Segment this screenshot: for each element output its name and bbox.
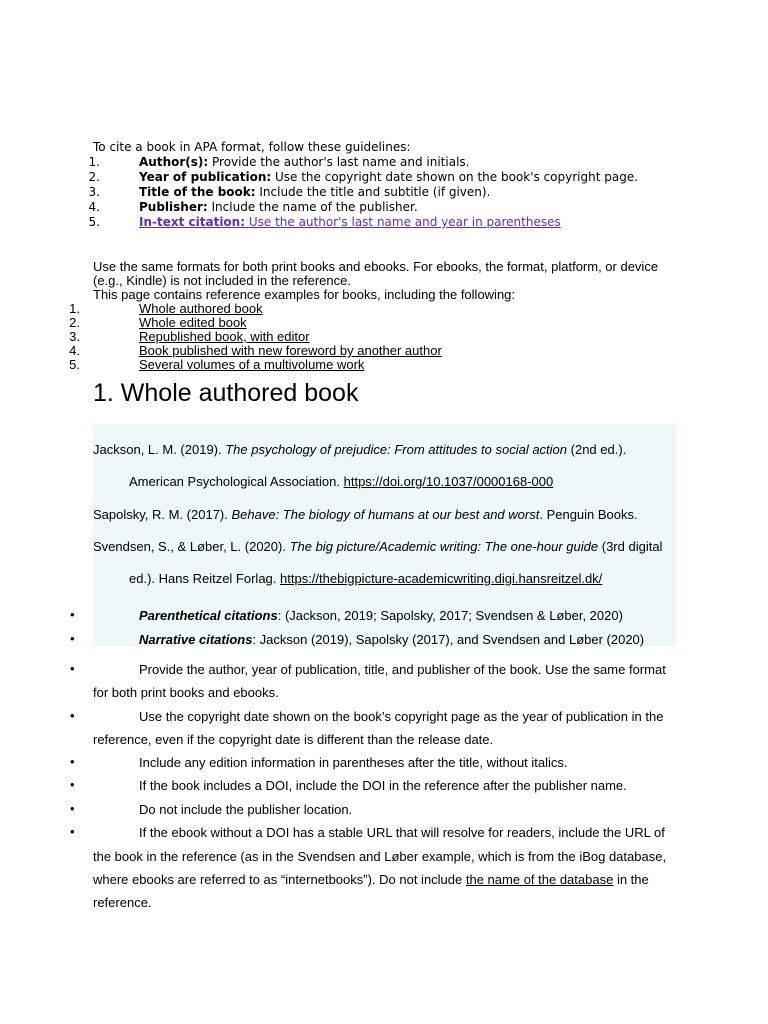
- example-link-whole-authored[interactable]: Whole authored book: [139, 301, 263, 316]
- ref-author: Sapolsky, R. M. (2017).: [93, 507, 232, 522]
- ref-author: Jackson, L. M. (2019).: [93, 442, 226, 457]
- note-line: Use the copyright date shown on the book’s copyright page as the year of publication in the: [139, 709, 664, 724]
- formats-line-2: (e.g., Kindle) is not included in the reference.: [93, 273, 351, 288]
- bullet-marker: •: [70, 708, 75, 723]
- bullet-marker: •: [70, 607, 75, 622]
- list-number: 3.: [88, 185, 100, 199]
- list-number: 3.: [69, 329, 80, 344]
- note-line: reference, even if the copyright date is different than the release date.: [93, 732, 494, 747]
- parenthetical-citations: [139, 608, 623, 623]
- citation-term: Narrative citations: [139, 632, 253, 647]
- ref-title: Behave: The biology of humans at our best and worst: [231, 507, 540, 522]
- guideline-text: Provide the author's last name and initials.: [208, 155, 470, 169]
- note-line: Provide the author, year of publication, title, and publisher of the book. Use the same format: [139, 662, 666, 677]
- in-text-citation-link[interactable]: [139, 215, 561, 229]
- ref-title: The big picture/Academic writing: The one-hour guide: [289, 539, 599, 554]
- svendsen-url-link[interactable]: https://thebigpicture-academicwriting.digi.hansreitzel.dk/: [280, 571, 603, 586]
- guideline-text: Use the author's last name and year in parentheses: [245, 215, 561, 229]
- example-link-whole-edited[interactable]: Whole edited book: [139, 315, 247, 330]
- reference-jackson: [93, 442, 626, 457]
- intro-text: To cite a book in APA format, follow these guidelines:: [93, 140, 411, 154]
- example-link-multivolume[interactable]: Several volumes of a multivolume work: [139, 357, 365, 372]
- list-number: 1.: [69, 301, 80, 316]
- list-item: [139, 155, 469, 169]
- list-number: 5.: [88, 215, 100, 229]
- note-line: for both print books and ebooks.: [93, 685, 279, 700]
- formats-line-1: Use the same formats for both print books and ebooks. For ebooks, the format, platform, or device: [93, 259, 659, 274]
- bullet-marker: •: [70, 631, 75, 646]
- note-line: Do not include the publisher location.: [139, 802, 353, 817]
- note-line: Include any edition information in parentheses after the title, without italics.: [139, 755, 568, 770]
- list-item: [139, 185, 490, 199]
- note-line: If the book includes a DOI, include the DOI in the reference after the publisher name.: [139, 778, 627, 793]
- bullet-marker: •: [70, 801, 75, 816]
- contains-text: This page contains reference examples for books, including the following:: [93, 287, 516, 302]
- list-number: 1.: [88, 155, 100, 169]
- list-number: 2.: [69, 315, 80, 330]
- note-text: where ebooks are referred to as “internetbooks”). Do not include: [93, 872, 466, 887]
- guideline-term: Year of publication:: [139, 170, 272, 184]
- database-name-link[interactable]: the name of the database: [465, 872, 614, 887]
- note-text: in the: [613, 872, 649, 887]
- list-item: [139, 170, 638, 184]
- bullet-marker: •: [70, 777, 75, 792]
- ref-edition: (2nd ed.).: [567, 442, 627, 457]
- guideline-term: Title of the book:: [139, 185, 256, 199]
- citation-text: : (Jackson, 2019; Sapolsky, 2017; Svendsen & Løber, 2020): [277, 608, 623, 623]
- bullet-marker: •: [70, 661, 75, 676]
- citation-term: Parenthetical citations: [139, 608, 278, 623]
- list-number: 2.: [88, 170, 100, 184]
- ref-author: Svendsen, S., & Løber, L. (2020).: [93, 539, 290, 554]
- narrative-citations: [139, 632, 644, 647]
- guideline-term: In-text citation:: [139, 215, 246, 229]
- section-heading: 1. Whole authored book: [93, 379, 359, 407]
- reference-jackson-cont: [129, 474, 553, 489]
- list-number: 4.: [88, 200, 100, 214]
- jackson-doi-link[interactable]: https://doi.org/10.1037/0000168-000: [343, 474, 554, 489]
- guideline-text: Include the title and subtitle (if given).: [255, 185, 491, 199]
- note-line: reference.: [93, 895, 152, 910]
- reference-sapolsky: [93, 507, 638, 522]
- note-line: [93, 872, 649, 887]
- citation-text: : Jackson (2019), Sapolsky (2017), and Svendsen and Løber (2020): [252, 632, 645, 647]
- guideline-text: Include the name of the publisher.: [207, 200, 418, 214]
- note-line: If the ebook without a DOI has a stable URL that will resolve for readers, include the URL of: [139, 825, 665, 840]
- list-number: 5.: [69, 357, 80, 372]
- guideline-term: Author(s):: [139, 155, 209, 169]
- example-link-republished[interactable]: Republished book, with editor: [139, 329, 310, 344]
- bullet-marker: •: [70, 754, 75, 769]
- ref-publisher: . Penguin Books.: [539, 507, 638, 522]
- ref-edition: (3rd digital: [598, 539, 663, 554]
- ref-publisher: ed.). Hans Reitzel Forlag.: [129, 571, 281, 586]
- reference-svendsen-cont: [129, 571, 602, 586]
- ref-publisher: American Psychological Association.: [129, 474, 344, 489]
- note-line: the book in the reference (as in the Svendsen and Løber example, which is from the iBog database,: [93, 849, 667, 864]
- guideline-term: Publisher:: [139, 200, 208, 214]
- list-number: 4.: [69, 343, 80, 358]
- guideline-text: Use the copyright date shown on the book's copyright page.: [271, 170, 639, 184]
- list-item: [139, 200, 418, 214]
- ref-title: The psychology of prejudice: From attitudes to social action: [225, 442, 568, 457]
- reference-svendsen: [93, 539, 662, 554]
- bullet-marker: •: [70, 824, 75, 839]
- example-link-foreword[interactable]: Book published with new foreword by another author: [139, 343, 442, 358]
